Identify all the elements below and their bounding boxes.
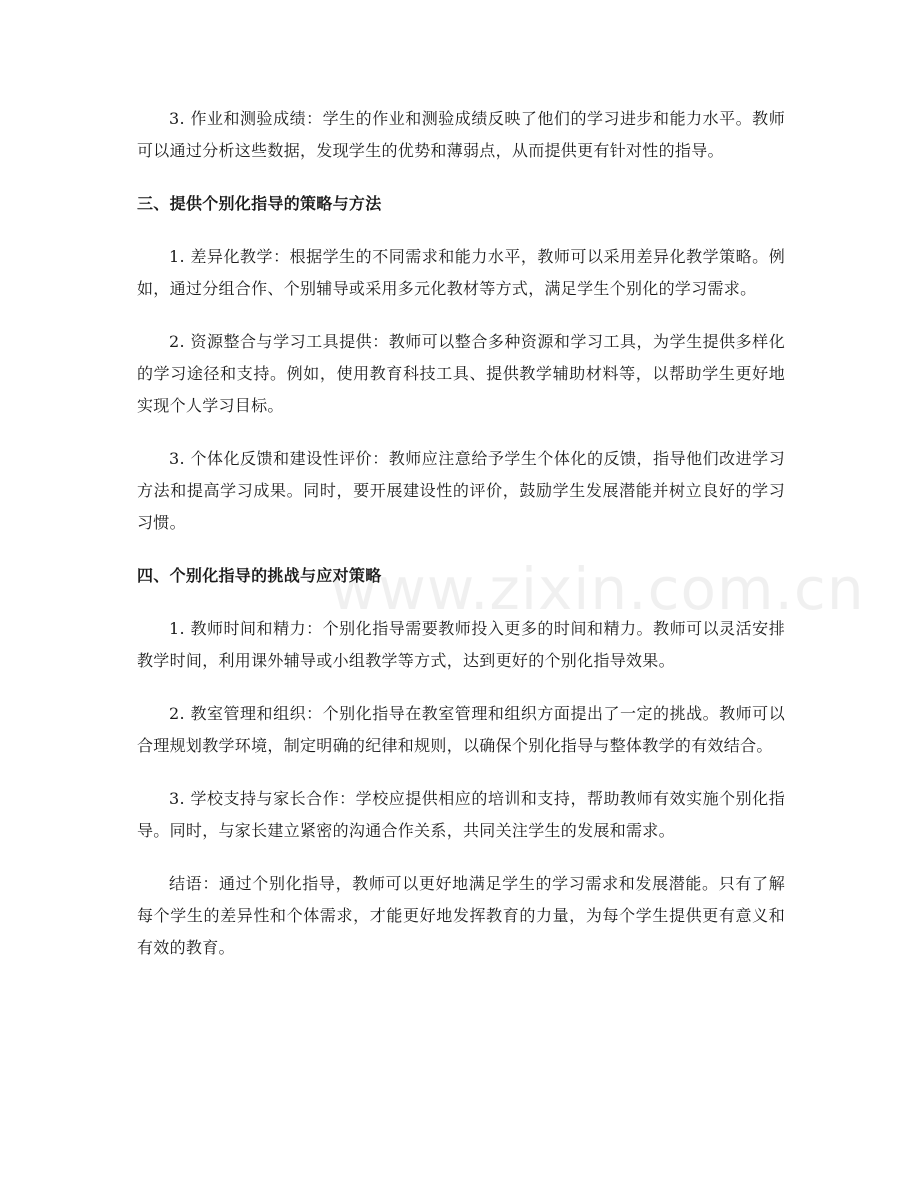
paragraph-conclusion: 结语：通过个别化指导，教师可以更好地满足学生的学习需求和发展潜能。只有了解每个学生的差异性和个体需求，才能更好地发挥教育的力量，为每个学生提供更有意义和有效的教育。 bbox=[137, 874, 785, 957]
section-heading-strategies: 三、提供个别化指导的策略与方法 bbox=[137, 194, 382, 213]
paragraph-resource-integration: 2. 资源整合与学习工具提供：教师可以整合多种资源和学习工具，为学生提供多样化的学习途径和支持。例如，使用教育科技工具、提供教学辅助材料等，以帮助学生更好地实现个人学习目标。 bbox=[137, 332, 785, 415]
paragraph-homework-scores: 3. 作业和测验成绩：学生的作业和测验成绩反映了他们的学习进步和能力水平。教师可以通过分析这些数据，发现学生的优势和薄弱点，从而提供更有针对性的指导。 bbox=[137, 109, 785, 160]
paragraph-individual-feedback: 3. 个体化反馈和建设性评价：教师应注意给予学生个体化的反馈，指导他们改进学习方法和提高学习成果。同时，要开展建设性的评价，鼓励学生发展潜能并树立良好的学习习惯。 bbox=[137, 449, 785, 532]
paragraph-school-support: 3. 学校支持与家长合作：学校应提供相应的培训和支持，帮助教师有效实施个别化指导。同时，与家长建立紧密的沟通合作关系，共同关注学生的发展和需求。 bbox=[137, 789, 785, 840]
watermark: www.zixin.com.cn bbox=[330, 555, 865, 623]
section-heading-challenges: 四、个别化指导的挑战与应对策略 bbox=[137, 566, 382, 585]
document-body bbox=[137, 103, 785, 985]
paragraph-classroom-management: 2. 教室管理和组织：个别化指导在教室管理和组织方面提出了一定的挑战。教师可以合理规划教学环境，制定明确的纪律和规则，以确保个别化指导与整体教学的有效结合。 bbox=[137, 704, 785, 755]
paragraph-teacher-time: 1. 教师时间和精力：个别化指导需要教师投入更多的时间和精力。教师可以灵活安排教学时间，利用课外辅导或小组教学等方式，达到更好的个别化指导效果。 bbox=[137, 619, 785, 670]
paragraph-differentiated-teaching: 1. 差异化教学：根据学生的不同需求和能力水平，教师可以采用差异化教学策略。例如，通过分组合作、个别辅导或采用多元化教材等方式，满足学生个别化的学习需求。 bbox=[137, 247, 785, 298]
